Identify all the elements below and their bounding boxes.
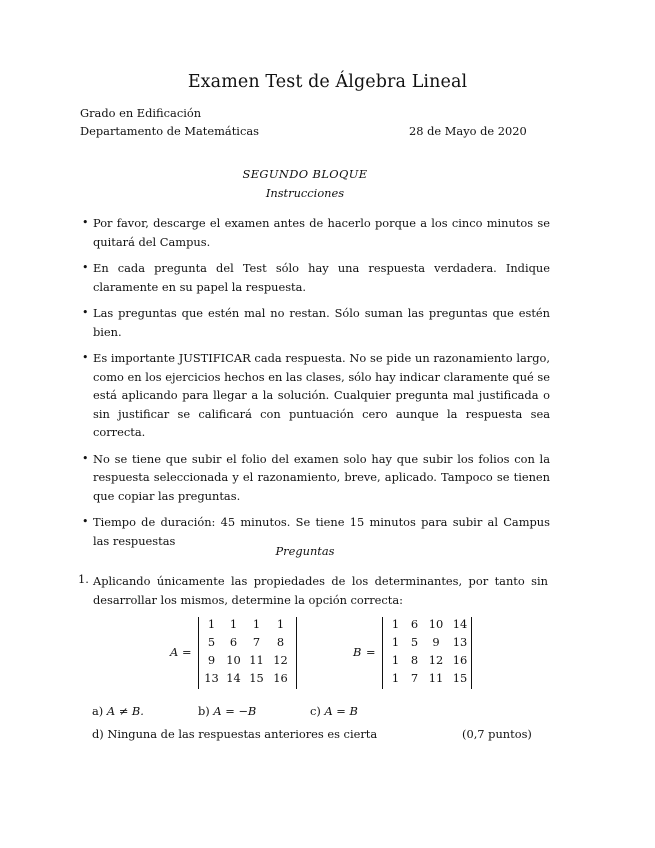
block-title: SEGUNDO BLOQUE — [242, 167, 368, 181]
instruction-text: Tiempo de duración: 45 minutos. Se tiene 15 minutos para subir al Campus las respuestas — [93, 515, 550, 548]
matrix-a-name: A — [170, 645, 179, 659]
bullet-icon: • — [82, 451, 89, 465]
option-c-label: c) — [310, 704, 321, 718]
matrix-cell: 8 — [276, 635, 285, 649]
matrix-cell: 1 — [229, 617, 238, 631]
instructions-title: Instrucciones — [265, 186, 345, 200]
matrix-row — [385, 651, 471, 669]
question-number: 1. — [78, 572, 89, 586]
option-d: d) Ninguna de las respuestas anteriores es cierta — [92, 727, 378, 741]
matrix-row — [385, 615, 471, 633]
matrix-cell: 12 — [428, 653, 444, 667]
matrix-cell: 5 — [410, 635, 419, 649]
matrix-row — [201, 669, 293, 687]
matrix-cell: 6 — [410, 617, 419, 631]
matrix-row — [385, 669, 471, 687]
det-bar-left — [382, 617, 383, 689]
option-a — [92, 704, 144, 718]
matrix-a-grid — [201, 615, 293, 687]
instructions-list — [80, 214, 550, 558]
instruction-item — [80, 304, 550, 341]
matrix-cell: 1 — [391, 653, 400, 667]
instruction-text: Por favor, descarge el examen antes de hacerlo porque a los cinco minutos se quitará del Campus. — [93, 216, 550, 249]
det-bar-right — [471, 617, 472, 689]
matrix-cell: 1 — [276, 617, 285, 631]
option-c — [310, 704, 358, 718]
matrix-cell: 1 — [391, 617, 400, 631]
matrix-b-name: B — [353, 645, 362, 659]
instruction-item — [80, 214, 550, 251]
instruction-text: Es importante JUSTIFICAR cada respuesta. No se pide un razonamiento largo, como en los ejercicios hechos en las clases, sólo hay indicar claramente qué se está aplicando para llegar a la solución. Cualquier pregunta mal justificada o sin justificar se calificará con puntuación cero aunque la respuesta sea correcta. — [93, 351, 550, 439]
matrix-b — [353, 615, 473, 689]
matrix-a-equals: = — [182, 645, 192, 659]
bullet-icon: • — [82, 351, 89, 364]
matrix-cell: 1 — [207, 617, 216, 631]
matrix-row — [385, 633, 471, 651]
option-a-expr: A ≠ B. — [106, 704, 144, 718]
matrix-cell: 14 — [452, 617, 468, 631]
bullet-icon: • — [82, 306, 89, 319]
matrix-cell: 10 — [226, 653, 241, 667]
bullet-icon: • — [82, 216, 89, 229]
instruction-item — [80, 450, 550, 506]
option-a-label: a) — [92, 704, 104, 718]
matrix-row — [201, 651, 293, 669]
matrix-row — [201, 633, 293, 651]
matrix-b-grid — [385, 615, 471, 687]
matrix-cell: 7 — [410, 671, 419, 685]
bullet-icon: • — [82, 261, 89, 274]
question-text: Aplicando únicamente las propiedades de los determinantes, por tanto sin desarrollar los mismos, determine la opción correcta: — [93, 574, 548, 607]
instruction-item — [80, 259, 550, 296]
instruction-text: No se tiene que subir el folio del examen solo hay que subir los folios con la respuesta seleccionada y el razonamiento, breve, aplicado. Tampoco se tienen que copiar las preguntas. — [93, 451, 550, 503]
question-points: (0,7 puntos) — [462, 727, 532, 741]
exam-date: 28 de Mayo de 2020 — [409, 124, 527, 138]
matrix-cell: 11 — [428, 671, 444, 685]
matrix-cell: 1 — [252, 617, 261, 631]
department-name: Departamento de Matemáticas — [80, 124, 259, 138]
option-c-expr: A = B — [324, 704, 358, 718]
option-b — [198, 704, 256, 718]
option-b-expr: A = −B — [213, 704, 257, 718]
matrix-cell: 7 — [252, 635, 261, 649]
matrix-cell: 6 — [229, 635, 238, 649]
matrix-cell: 9 — [432, 635, 440, 649]
matrix-row — [201, 615, 293, 633]
matrix-cell: 10 — [428, 617, 444, 631]
matrix-cell: 16 — [273, 671, 288, 685]
matrix-cell: 8 — [410, 653, 419, 667]
instruction-text: Las preguntas que estén mal no restan. Sólo suman las preguntas que estén bien. — [93, 306, 550, 339]
matrix-cell: 9 — [207, 653, 216, 667]
instruction-item — [80, 349, 550, 442]
matrix-cell: 14 — [226, 671, 241, 685]
det-bar-right — [296, 617, 297, 689]
matrix-cell: 16 — [452, 653, 468, 667]
matrix-cell: 15 — [249, 671, 264, 685]
option-b-label: b) — [198, 704, 210, 718]
det-bar-left — [198, 617, 199, 689]
bullet-icon: • — [82, 515, 89, 528]
matrix-cell: 13 — [204, 671, 219, 685]
matrix-cell: 11 — [249, 653, 264, 667]
matrix-a — [170, 615, 300, 689]
matrix-cell: 12 — [273, 653, 288, 667]
matrix-cell: 1 — [391, 671, 400, 685]
exam-title: Examen Test de Álgebra Lineal — [187, 72, 468, 92]
matrix-b-equals: = — [366, 645, 376, 659]
matrix-cell: 13 — [452, 635, 468, 649]
matrix-cell: 5 — [207, 635, 216, 649]
degree-name: Grado en Edificación — [80, 106, 202, 120]
questions-title: Preguntas — [275, 544, 335, 558]
matrix-cell: 1 — [391, 635, 400, 649]
instruction-text: En cada pregunta del Test sólo hay una respuesta verdadera. Indique claramente en su papel la respuesta. — [93, 261, 550, 294]
matrix-cell: 15 — [452, 671, 468, 685]
